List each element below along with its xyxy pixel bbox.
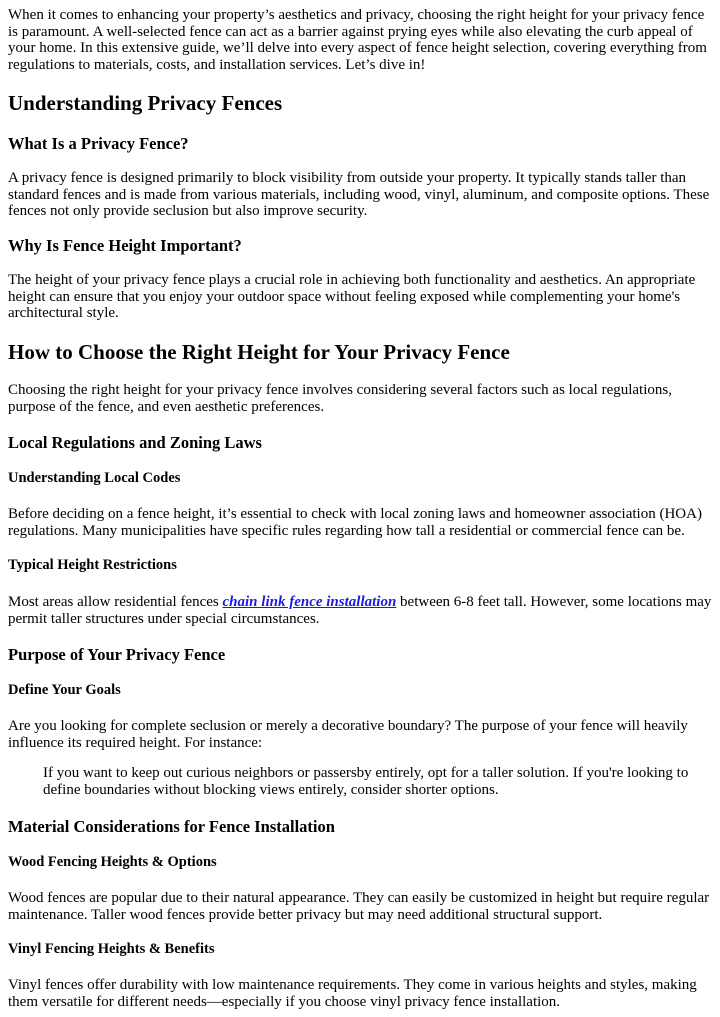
heading-understanding-privacy-fences: Understanding Privacy Fences: [8, 91, 283, 115]
heading-local-regulations: Local Regulations and Zoning Laws: [8, 433, 262, 452]
chain-link-fence-installation-link[interactable]: chain link fence installation: [222, 594, 397, 610]
heading-material-considerations: Material Considerations for Fence Installation: [8, 817, 335, 836]
heading-vinyl-fencing: Vinyl Fencing Heights & Benefits: [8, 941, 215, 957]
heading-typical-height-restrictions: Typical Height Restrictions: [8, 557, 177, 573]
paragraph-wood-fencing: Wood fences are popular due to their natural appearance. They can easily be customized in height but require regular maintenance. Taller wood fences provide better privacy but may need additional structural support.: [8, 890, 710, 923]
paragraph-define-your-goals: Are you looking for complete seclusion or merely a decorative boundary? The purpose of your fence will heavily influence its required height. For instance:: [8, 718, 688, 751]
heading-how-to-choose-height: How to Choose the Right Height for Your Privacy Fence: [8, 340, 510, 364]
goals-blockquote: If you want to keep out curious neighbors or passersby entirely, opt for a taller solution. If you're looking to define boundaries without blocking views entirely, consider shorter options.: [43, 765, 689, 798]
heading-understanding-local-codes: Understanding Local Codes: [8, 470, 181, 486]
paragraph-how-to-choose-height: Choosing the right height for your privacy fence involves considering several factors such as local regulations, purpose of the fence, and even aesthetic preferences.: [8, 382, 672, 415]
heading-define-your-goals: Define Your Goals: [8, 682, 121, 698]
paragraph-vinyl-fencing: Vinyl fences offer durability with low maintenance requirements. They come in various heights and styles, making them versatile for different needs—especially if you choose vinyl privacy fence installation.: [8, 977, 697, 1010]
heading-wood-fencing: Wood Fencing Heights & Options: [8, 854, 217, 870]
typical-text-after-link: between 6-8 feet tall. However, some locations may permit taller structures under special circumstances.: [8, 594, 712, 627]
paragraph-local-codes: Before deciding on a fence height, it’s essential to check with local zoning laws and homeowner association (HOA) regulations. Many municipalities have specific rules regarding how tall a residential or commercial fence can be.: [8, 506, 702, 539]
intro-paragraph: When it comes to enhancing your property’s aesthetics and privacy, choosing the right height for your privacy fence is paramount. A well-selected fence can act as a barrier against prying eyes while also elevating the curb appeal of your home. In this extensive guide, we’ll delve into every aspect of fence height selection, covering everything from regulations to materials, costs, and installation services. Let’s dive in!: [8, 7, 707, 73]
heading-what-is-privacy-fence: What Is a Privacy Fence?: [8, 134, 189, 153]
heading-why-height-important: Why Is Fence Height Important?: [8, 236, 242, 255]
paragraph-what-is-privacy-fence: A privacy fence is designed primarily to block visibility from outside your property. It typically stands taller than standard fences and is made from various materials, including wood, vinyl, aluminum, and composite options. These fences not only provide seclusion but also improve security.: [8, 170, 710, 219]
typical-text-before-link: Most areas allow residential fences: [8, 594, 223, 610]
paragraph-typical-height-restrictions: [8, 594, 716, 627]
heading-purpose-of-fence: Purpose of Your Privacy Fence: [8, 645, 226, 664]
paragraph-why-height-important: The height of your privacy fence plays a crucial role in achieving both functionality and aesthetics. An appropriate height can ensure that you enjoy your outdoor space without feeling exposed while complementing your home's architectural style.: [8, 272, 696, 321]
